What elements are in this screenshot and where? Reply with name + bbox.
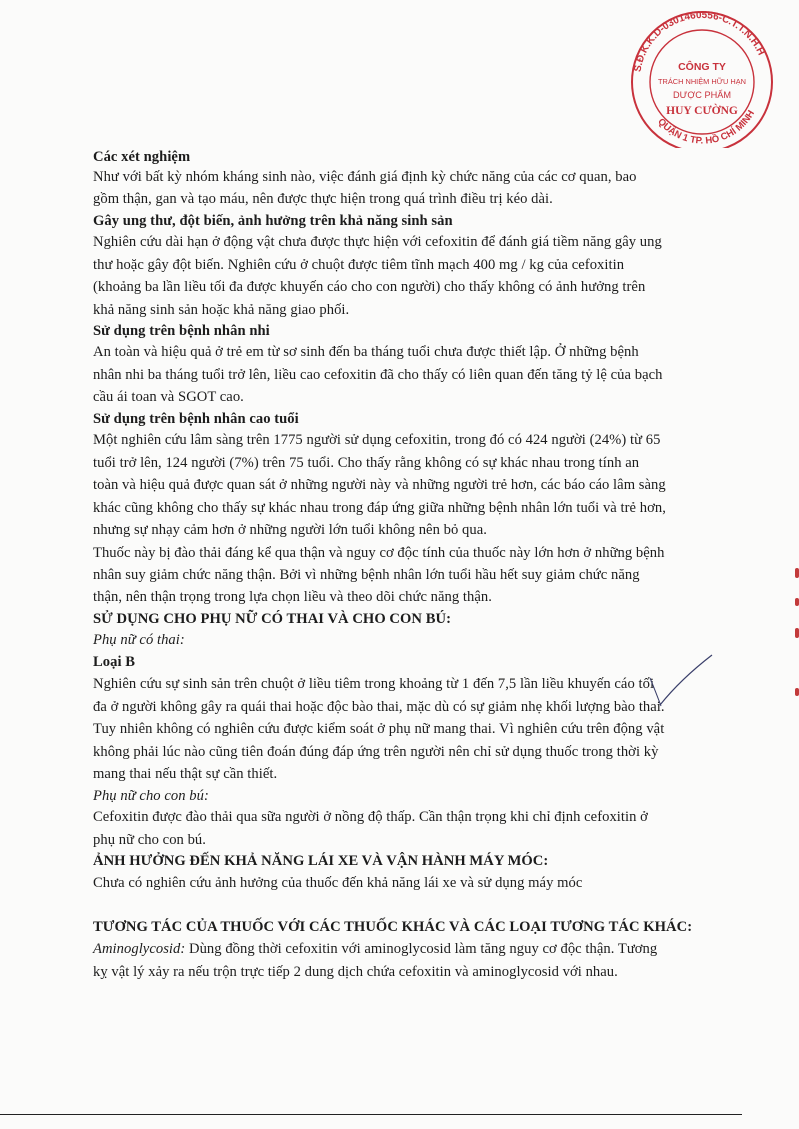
subheading-nursing: Phụ nữ cho con bú: [93,788,209,804]
section-heading-pregnancy: SỬ DỤNG CHO PHỤ NỮ CÓ THAI VÀ CHO CON BÚ: [93,611,451,627]
paragraph-line: Như với bất kỳ nhóm kháng sinh nào, việc đánh giá định kỳ chức năng của các cơ quan, bao [93,169,637,185]
paragraph-line: Nghiên cứu dài hạn ở động vật chưa được thực hiện với cefoxitin để đánh giá tiềm năng gây ung [93,234,662,250]
svg-text:TRÁCH NHIỆM HỮU HẠN: TRÁCH NHIỆM HỮU HẠN [657,77,747,86]
svg-text:CÔNG TY: CÔNG TY [678,61,726,73]
section-heading-carcinogenesis: Gây ung thư, đột biến, ảnh hưởng trên khả năng sinh sản [93,213,453,229]
edge-mark [795,598,799,606]
interaction-term: Aminoglycosid: [93,941,186,957]
paragraph-line: toàn và hiệu quả được quan sát ở những người này và những người trẻ hơn, các báo cáo lâm sàng [93,477,666,493]
paragraph-line: nhân nhi ba tháng tuổi trở lên, liều cao cefoxitin đã cho thấy có liên quan đến tăng tỷ lệ của bạch [93,367,663,383]
section-heading-driving: ẢNH HƯỞNG ĐẾN KHẢ NĂNG LÁI XE VÀ VẬN HÀNH MÁY MÓC: [93,853,549,869]
paragraph-line: kỵ vật lý xảy ra nếu trộn trực tiếp 2 dung dịch chứa cefoxitin và aminoglycosid với nhau. [93,964,618,980]
paragraph-line: nhưng sự nhạy cảm hơn ở những người lớn tuổi không nên bỏ qua. [93,522,487,538]
paragraph-line: Chưa có nghiên cứu ảnh hưởng của thuốc đến khả năng lái xe và sử dụng máy móc [93,875,583,891]
paragraph-line: phụ nữ cho con bú. [93,832,206,848]
paragraph-line: Một nghiên cứu lâm sàng trên 1775 người sử dụng cefoxitin, trong đó có 424 người (24%) từ 65 [93,432,661,448]
paragraph-line: khả năng sinh sản hoặc khả năng giao phối. [93,302,350,318]
section-heading-tests: Các xét nghiệm [93,149,191,165]
section-heading-elderly: Sử dụng trên bệnh nhân cao tuổi [93,411,299,427]
pregnancy-category: Loại B [93,654,136,670]
paragraph-line: nhân suy giảm chức năng thận. Bởi vì những bệnh nhân lớn tuổi hầu hết suy giảm chức năng [93,567,640,583]
paragraph-line [93,940,657,958]
paragraph-line: Nghiên cứu sự sinh sản trên chuột ở liều tiêm trong khoảng từ 1 đến 7,5 lần liều khuyến cáo tối [93,676,655,692]
svg-text:QUẬN 1 TP. HỒ CHÍ MINH: QUẬN 1 TP. HỒ CHÍ MINH [655,108,758,147]
paragraph-line: không phải lúc nào cũng tiên đoán đúng đáp ứng trên người nên chỉ sử dụng thuốc trong thời kỳ [93,744,659,760]
paragraph-line: thận, nên thận trọng trong lựa chọn liều và theo dõi chức năng thận. [93,589,492,605]
interaction-text: Dùng đồng thời cefoxitin với aminoglycosid làm tăng nguy cơ độc thận. Tương [185,941,658,957]
company-seal [612,8,792,148]
svg-text:DƯỢC PHẨM: DƯỢC PHẨM [672,90,732,100]
footer-rule [0,1114,742,1115]
paragraph-line: mang thai nếu thật sự cần thiết. [93,766,278,782]
paragraph-line: Thuốc này bị đào thải đáng kể qua thận và nguy cơ độc tính của thuốc này lớn hơn ở những bệnh [93,545,665,561]
edge-mark [795,688,799,696]
section-heading-interactions: TƯƠNG TÁC CỦA THUỐC VỚI CÁC THUỐC KHÁC VÀ CÁC LOẠI TƯƠNG TÁC KHÁC: [93,919,693,935]
edge-mark [795,628,799,638]
svg-text:S.Đ.K.K.D-0301460556-C.T.T.N.H: S.Đ.K.K.D-0301460556-C.T.T.N.H.H [632,9,767,73]
paragraph-line: Cefoxitin được đào thải qua sữa người ở nồng độ thấp. Cần thận trọng khi chỉ định cefoxitin ở [93,809,648,825]
paragraph-line: đa ở người không gây ra quái thai hoặc độc bào thai, mặc dù có sự giảm nhẹ khối lượng bào thai. [93,699,665,715]
section-heading-pediatric: Sử dụng trên bệnh nhân nhi [93,323,270,339]
paragraph-line: Tuy nhiên không có nghiên cứu được kiểm soát ở phụ nữ mang thai. Vì nghiên cứu trên động vật [93,721,665,737]
paragraph-line: An toàn và hiệu quả ở trẻ em từ sơ sinh đến ba tháng tuổi chưa được thiết lập. Ở những bệnh [93,344,639,360]
paragraph-line: thư hoặc gây đột biến. Nghiên cứu ở chuột được tiêm tĩnh mạch 400 mg / kg của cefoxitin [93,257,625,273]
paragraph-line: gồm thận, gan và tạo máu, nên được thực hiện trong quá trình điều trị kéo dài. [93,191,553,207]
paragraph-line: khác cũng không cho thấy sự khác nhau trong đáp ứng giữa những bệnh nhân lớn tuổi và trẻ hơn, [93,500,666,516]
paragraph-line: cầu ái toan và SGOT cao. [93,389,244,405]
svg-text:HUY CƯỜNG: HUY CƯỜNG [666,105,738,117]
paragraph-line: (khoảng ba lần liều tối đa được khuyến cáo cho con người) cho thấy không có ảnh hưởng trên [93,279,646,295]
subheading-pregnant: Phụ nữ có thai: [93,632,185,648]
paragraph-line: tuổi trở lên, 124 người (7%) trên 75 tuổi. Cho thấy rằng không có sự khác nhau trong tính an [93,455,640,471]
edge-mark [795,568,799,578]
